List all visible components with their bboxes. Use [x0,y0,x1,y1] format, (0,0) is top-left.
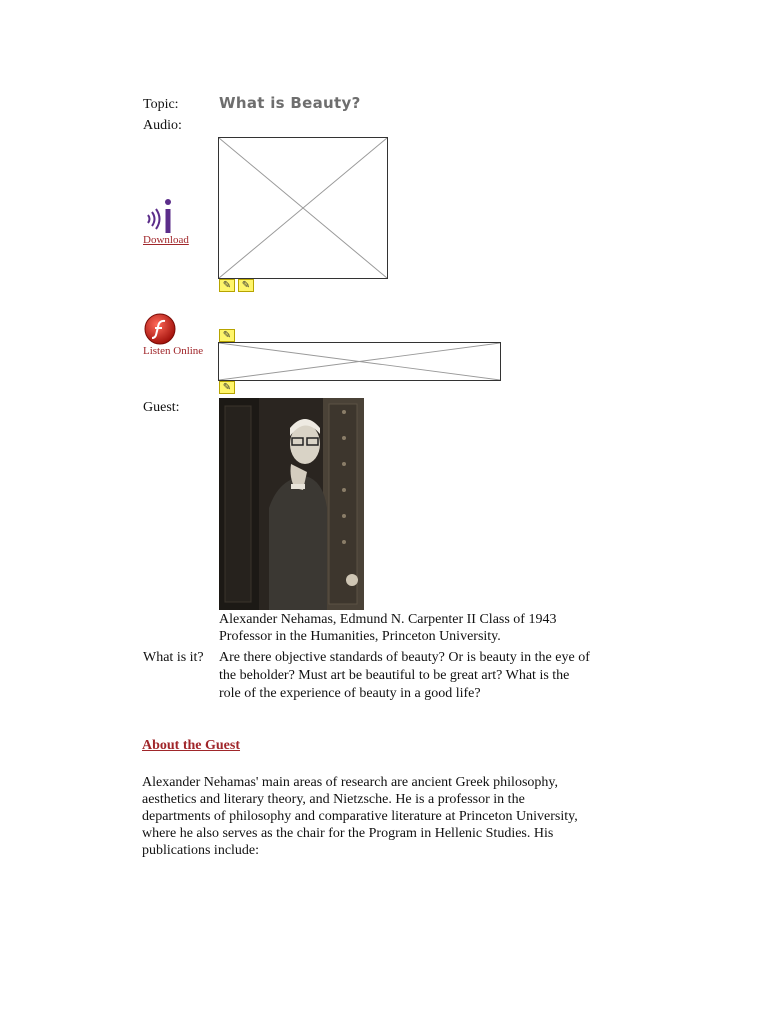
what-label: What is it? [143,650,204,665]
real-audio-icon[interactable] [143,197,175,235]
plugin-icon[interactable]: ✎ [219,381,235,394]
about-text-line: aesthetics and literary theory, and Nietzsche. He is a professor in the [142,792,525,807]
guest-caption-line: Professor in the Humanities, Princeton University. [219,629,501,644]
about-text-line: publications include: [142,843,260,858]
plugin-icon[interactable]: ✎ [238,279,254,292]
flash-player-icon[interactable] [144,313,176,345]
what-text-line: the beholder? Must art be beautiful to be great art? What is the [219,668,570,683]
what-text-line: role of the experience of beauty in a good life? [219,686,481,701]
topic-label: Topic: [143,97,179,112]
about-heading[interactable]: About the Guest [142,738,241,753]
what-text-line: Are there objective standards of beauty? Or is beauty in the eye of [219,650,590,665]
flash-player-placeholder[interactable] [218,342,501,381]
audio-player-placeholder[interactable] [218,137,388,279]
page-title: What is Beauty? [219,94,361,112]
about-text-line: where he also serves as the chair for the Program in Hellenic Studies. His [142,826,554,841]
about-text-line: Alexander Nehamas' main areas of research are ancient Greek philosophy, [142,775,558,790]
audio-label: Audio: [143,118,182,133]
plugin-icon[interactable]: ✎ [219,329,235,342]
about-text-line: departments of philosophy and comparative literature at Princeton University, [142,809,578,824]
guest-label: Guest: [143,400,180,415]
download-link[interactable]: Download [143,234,189,246]
guest-photo [219,398,364,610]
guest-caption-line: Alexander Nehamas, Edmund N. Carpenter II Class of 1943 [219,612,557,627]
plugin-icon[interactable]: ✎ [219,279,235,292]
listen-online-link[interactable]: Listen Online [143,345,204,357]
